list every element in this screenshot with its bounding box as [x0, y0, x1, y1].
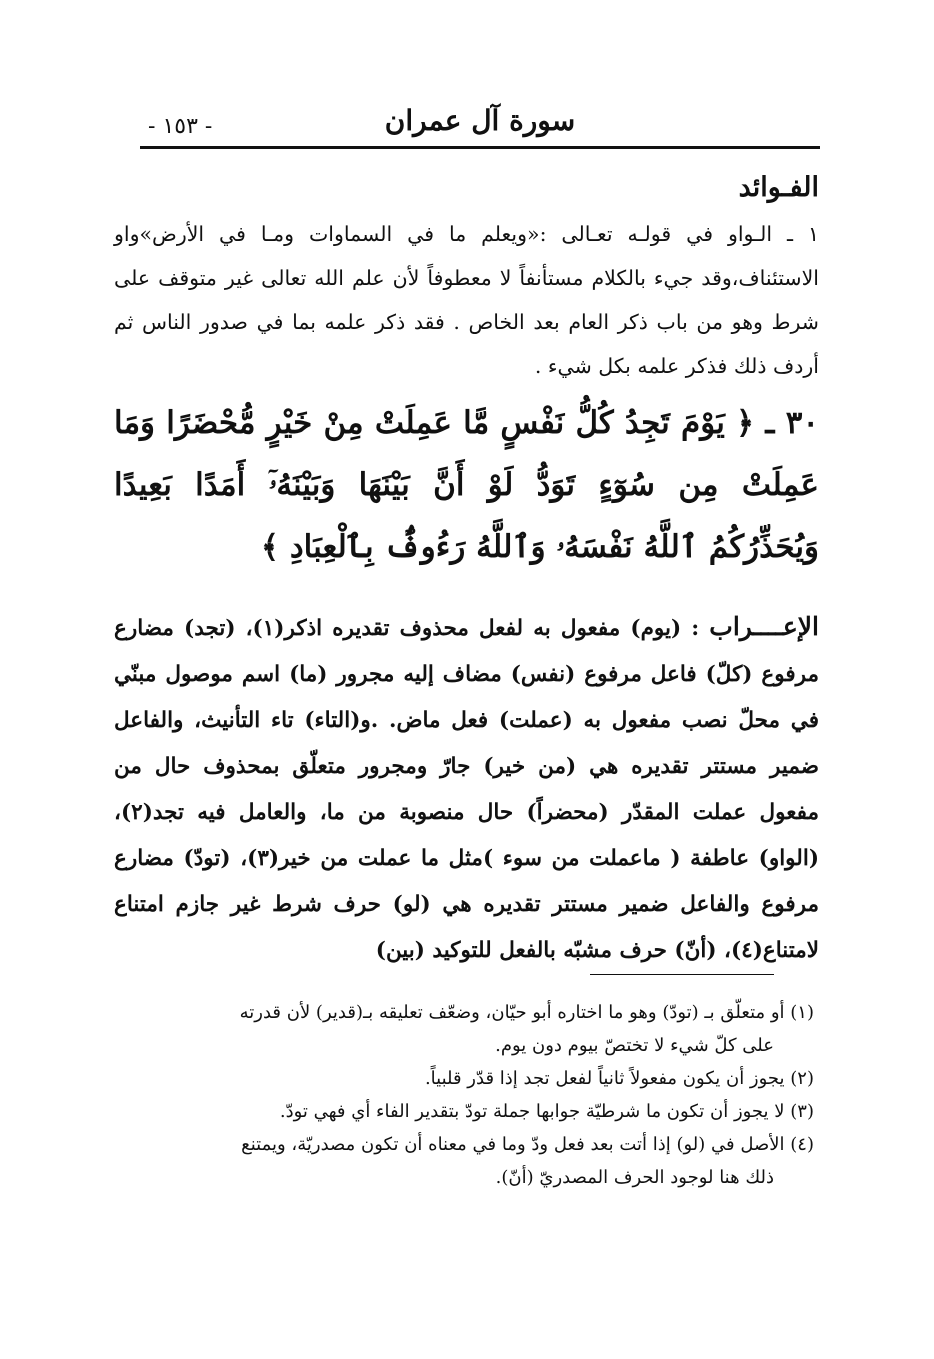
footnote-line: (٤) الأصل في (لو) إذا أتت بعد فعل ودّ وما في معناه أن تكون مصدريّة، ويمتنع	[241, 1134, 814, 1155]
footnote-rule	[590, 974, 774, 975]
fawaid-paragraph: ١ ـ الـواو في قولـه تعـالى :«ويعلم ما في السماوات ومـا في الأرض»واو الاستئناف،وقد جيء بالكلام مستأنفاً لا معطوفاً لأن علم الله تعالى غير متوقف على شرط وهو من باب ذكر العام بعد الخاص . فقد ذكر علمه بما في صدور الناس ثم أردف ذلك فذكر علمه بكل شيء .	[114, 222, 819, 378]
irab-text: : (يوم) مفعول به لفعل محذوف تقديره اذكر(١)، (تجد) مضارع مرفوع (كلّ) فاعل مرفوع (نفس) مضاف إليه مجرور (ما) اسم موصول مبنّي في محلّ نصب مفعول به (عملت) فعل ماض. .و(التاء) تاء التأنيث، والفاعل ضمير مستتر تقديره هي (من خير) جارّ ومجرور متعلّق بمحذوف حال من مفعول عملت المقدّر (محضراً) حال منصوبة من ما، والعامل فيه تجد(٢)، (الواو) عاطفة ( ماعملت من سوء )مثل ما عملت من خير(٣)، (تودّ) مضارع مرفوع والفاعل ضمير مستتر تقديره هي (لو) حرف شرط غير جازم امتناع لامتناع(٤)، (أنّ) حرف مشبّه بالفعل للتوكيد (بين)	[114, 616, 819, 963]
footnote-line: (٣) لا يجوز أن تكون ما شرطيّة جوابها جملة تودّ بتقدير الفاء أي فهي تودّ.	[279, 1101, 814, 1122]
header-rule	[140, 146, 820, 149]
footnote-line: (١) أو متعلّق بـ (تودّ) وهو ما اختاره أبو حيّان، وضعّف تعليقه بـ(قدير) لأن قدرته	[239, 1002, 814, 1023]
footnote-3	[114, 1095, 814, 1128]
footnote-line: (٢) يجوز أن يكون مفعولاً ثانياً لفعل تجد إذا قدّر قلبياً.	[424, 1068, 814, 1089]
footnote-2	[114, 1062, 814, 1095]
irab-paragraph	[114, 604, 819, 974]
running-title: سورة آل عمران	[384, 104, 576, 137]
footnote-line: على كلّ شيء لا تختصّ بيوم دون يوم.	[495, 1035, 774, 1056]
footnotes	[114, 996, 814, 1194]
page-header	[140, 100, 820, 140]
footnote-1	[114, 996, 814, 1062]
page-number: - ١٥٣ -	[148, 114, 213, 139]
section-title-fawaid: الفـوائد	[738, 172, 819, 203]
footnote-4	[114, 1128, 814, 1194]
irab-heading: الإعــــراب	[709, 612, 819, 641]
footnote-line: ذلك هنا لوجود الحرف المصدريّ (أنّ).	[495, 1167, 774, 1188]
quran-verse: ٣٠ ـ ﴿ يَوْمَ تَجِدُ كُلُّ نَفْسٍ مَّا عَمِلَتْ مِنْ خَيْرٍ مُّحْضَرًا وَمَا عَمِلَتْ مِن سُوٓءٍ تَوَدُّ لَوْ أَنَّ بَيْنَهَا وَبَيْنَهُۥٓ أَمَدًا بَعِيدًا وَيُحَذِّرُكُمُ ٱللَّهُ نَفْسَهُۥ وَٱللَّهُ رَءُوفٌۢ بِٱلْعِبَادِ ﴾	[114, 405, 819, 565]
